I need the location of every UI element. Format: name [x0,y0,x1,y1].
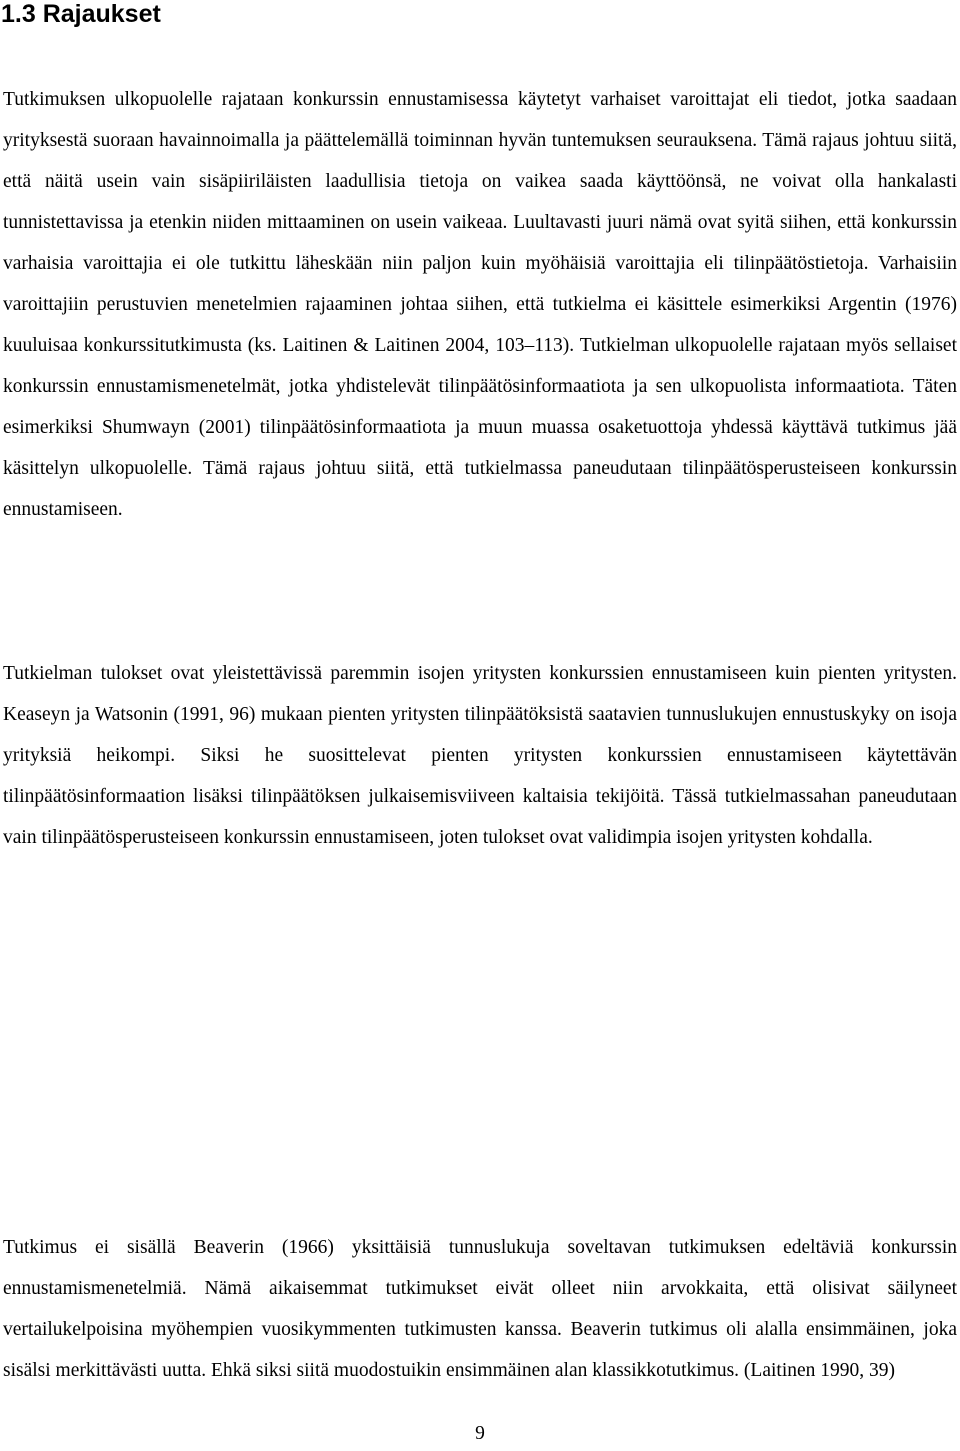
italic-term: varhaiset varoittajat [590,89,750,110]
text-segment: tuntemuksen seurauksena. Tämä rajaus johtuu siitä, että näitä usein vain sisäpiiriläisten laadullisia tietoja on vaikea saada käyttöönsä, ne voivat olla hankalasti tunnistettavissa ja etenkin niiden mittaaminen on usein vaikeaa. [3,130,957,233]
paragraph-beaver [3,1227,957,1391]
paragraph-generalizability [3,653,957,858]
text-segment: Tutkielman tulokset ovat yleistettävissä paremmin isojen yritysten konkurssien ennustamiseen kuin pienten yritysten. Keaseyn ja Watsonin (1991, 96) mukaan pienten yritysten tilinpäätöksistä saatavien tunnuslukujen ennustuskyky on isoja yrityksiä heikompi. Siksi he suosittelevat pienten yritysten konkurssien ennustamiseen käytettävän tilinpäätösinformaation lisäksi tilinpäätöksen julkaisemisviiveen kaltaisia tekijöitä. Tässä tutkielmassahan paneudutaan vain tilinpäätösperusteiseen konkurssin ennustamiseen, joten tulokset ovat validimpia isojen yritysten kohdalla. [3,663,957,848]
paragraph-scope-exclusions [3,79,957,530]
section-heading: 1.3 Rajaukset [1,0,161,28]
text-segment: Tutkimuksen ulkopuolelle rajataan konkurssin ennustamisessa käytetyt [3,89,591,110]
text-segment: Luultavasti juuri nämä ovat syitä siihen, että konkurssin varhaisia varoittajia ei ole tutkittu läheskään niin paljon kuin myöhäisiä varoittajia eli tilinpäätöstietoja. Varhaisiin varoittajiin perustuvien menetelmien rajaaminen johtaa siihen, että tutkielma ei käsittele esimerkiksi Argentin (1976) kuuluisaa konkurssitutkimusta (ks. Laitinen & Laitinen 2004, 103–113). Tutkielman ulkopuolelle rajataan myös sellaiset konkurssin ennustamismenetelmät, jotka yhdistelevät tilinpäätösinformaatiota ja sen ulkopuolista informaatiota. Täten esimerkiksi Shumwayn (2001) tilinpäätösinformaatiota ja muun muassa osaketuottoja yhdessä käyttävä tutkimus jää käsittelyn ulkopuolelle. Tämä rajaus johtuu siitä, että tutkielmassa paneudutaan tilinpäätösperusteiseen konkurssin ennustamiseen. [3,212,957,520]
text-segment: eli tiedot, jotka saadaan yrityksestä suoraan havainnoimalla ja päättelemällä toiminnan hyvän [3,89,957,151]
page-number: 9 [475,1423,485,1444]
text-segment: Tutkimus ei sisällä Beaverin (1966) yksittäisiä tunnuslukuja soveltavan tutkimuksen edeltäviä konkurssin ennustamismenetelmiä. Nämä aikaisemmat tutkimukset eivät olleet niin arvokkaita, että olisivat säilyneet vertailukelpoisina myöhempien vuosikymmenten tutkimusten kanssa. Beaverin tutkimus oli alalla ensimmäinen, joka sisälsi merkittävästi uutta. Ehkä siksi siitä muodostuikin ensimmäinen alan klassikkotutkimus. (Laitinen 1990, 39) [3,1237,957,1381]
